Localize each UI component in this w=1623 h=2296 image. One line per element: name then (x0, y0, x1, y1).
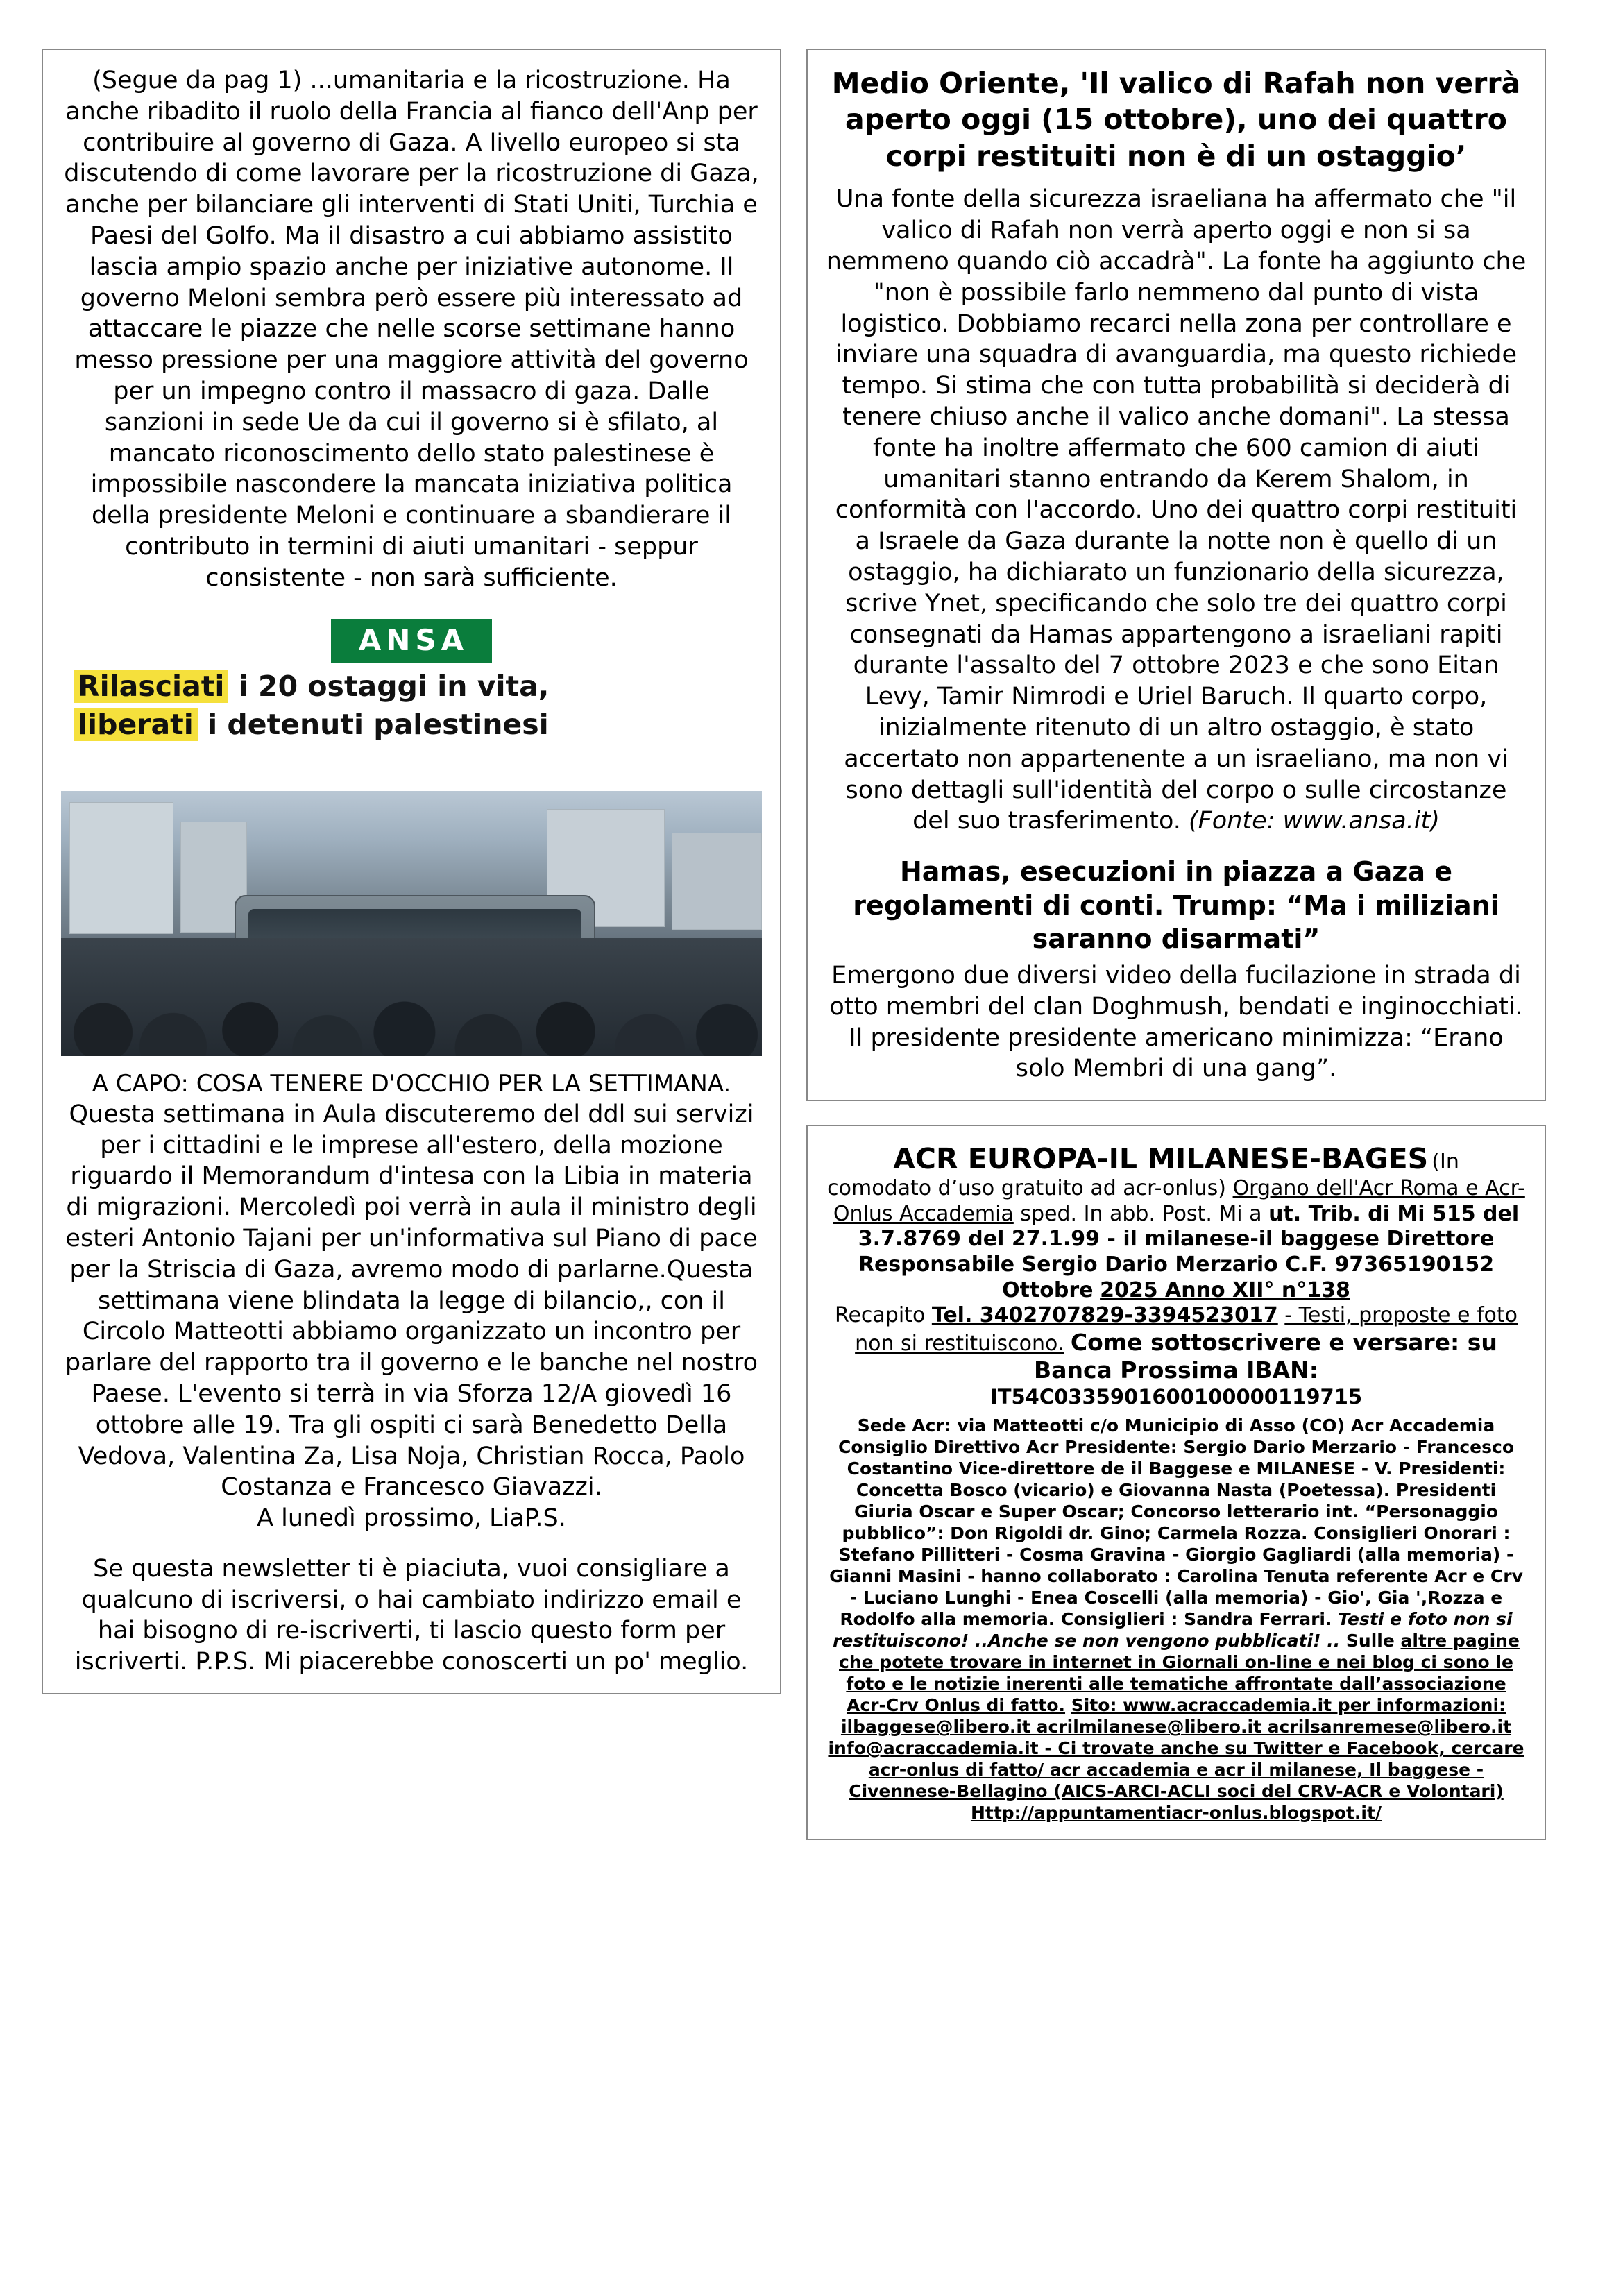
masthead-subscribe: Come sottoscrivere e versare: su Banca Prossima IBAN: (1034, 1328, 1497, 1384)
masthead-title: ACR EUROPA-IL MILANESE-BAGES (893, 1142, 1429, 1176)
right-column (806, 49, 1546, 1840)
masthead-iban: IT54C0335901600100000119715 (989, 1384, 1363, 1409)
masthead-l2c: - Testi, proposte e foto non si restituiscono. (855, 1303, 1518, 1356)
masthead-l1a: comodato d’uso gratuito ad acr-onlus) (827, 1176, 1227, 1201)
masthead-s2a: Sulle (1345, 1631, 1395, 1651)
news-headline-2: Hamas, esecuzioni in piazza a Gaza e regolamenti di conti. Trump: “Ma i miliziani saranno disarmati” (853, 856, 1499, 955)
ansa-highlight-2: liberati (74, 708, 198, 741)
figure-caption: A CAPO: COSA TENERE D'OCCHIO PER LA SETTIMANA. (92, 1069, 731, 1098)
news-body-1 (826, 184, 1527, 837)
masthead-line-2 (826, 1303, 1527, 1385)
masthead-l2a: Recapito (834, 1303, 926, 1328)
article-body-2: Questa settimana in Aula discuteremo del ddl sui servizi per i cittadini e le imprese all'estero, della mozione riguardo il Memorandum d'intesa con la Libia in materia di migrazioni. Mercoledì poi verrà in aula il ministro degli esteri Antonio Tajani per un'informativa sul Piano di pace per la Striscia di Gaza, avremo modo di parlarne.Questa settimana viene blindata la legge di bilancio,, con il Circolo Matteotti abbiamo organizzato un incontro per parlare del rapporto tra il governo e le banche nel nostro Paese. L'evento si terrà in via Sforza 12/A giovedì 16 ottobre alle 19. Tra gli ospiti ci sarà Benedetto Della Vedova, Valentina Za, Lisa Noja, Christian Rocca, Paolo Costanza e Francesco Giavazzi. (65, 1100, 758, 1502)
spacer (61, 1534, 762, 1554)
masthead-phone: Tel. 3402707829-3394523017 (931, 1303, 1278, 1328)
masthead-panel (806, 1125, 1546, 1840)
masthead-line-1 (826, 1176, 1527, 1303)
ansa-headline-rest-2: i detenuti palestinesi (207, 707, 549, 741)
news-body-2: Emergono due diversi video della fucilazione in strada di otto membri del clan Doghmush, bendati e inginocchiati. Il presidente presidente americano minimizza: “Erano solo Membri di una gang”. (829, 962, 1523, 1083)
masthead-title-suffix: (In (1431, 1150, 1459, 1175)
ansa-headline-line-2 (74, 706, 749, 744)
article-body-3: Se questa newsletter ti è piaciuta, vuoi consigliare a qualcuno di iscriversi, o hai cambiato indirizzo email e hai bisogno di re-iscriverti, ti lascio questo form per iscriverti. P.P.S. Mi piacerebbe conoscerti un po' meglio. (74, 1554, 749, 1676)
ansa-photo (61, 791, 762, 1056)
masthead-note-italic: Testi e foto non si restituiscono! ..Anche se non vengono pubblicati! .. (833, 1609, 1513, 1651)
ansa-headline-line-1 (74, 667, 749, 706)
left-column (42, 49, 781, 1694)
ansa-image (61, 612, 762, 1056)
right-news-panel (806, 49, 1546, 1101)
masthead-s2b: altre pagine che potete trovare in internet in Giornali on-line e nei blog ci sono le foto e le notizie inerenti alle tematiche affrontate dall’associazione Acr-Crv Onlus di fatto. (839, 1631, 1520, 1716)
masthead-l1e: 2025 Anno XII° n°138 (1100, 1277, 1350, 1302)
left-article-panel (42, 49, 781, 1694)
masthead-title-row (826, 1141, 1527, 1176)
article-body-text: (Segue da pag 1) ...umanitaria e la ricostruzione. Ha anche ribadito il ruolo della Francia al fianco dell'Anp per contribuire al governo di Gaza. A livello europeo si sta discutendo di come lavorare per la ricostruzione di Gaza, anche per bilanciare gli interventi di Stati Uniti, Turchia e Paesi del Golfo. Ma il disastro a cui abbiamo assistito lascia ampio spazio anche per iniziative autonome. Il governo Meloni sembra però essere più interessato ad attaccare le piazze che nelle scorse settimane hanno messo pressione per una maggiore attività del governo per un impegno contro il massacro di gaza. Dalle sanzioni in sede Ue da cui il governo si è sfilato, al mancato riconoscimento dello stato palestinese è impossibile nascondere la mancata iniziativa politica della presidente Meloni e continuare a sbandierare il contributo in termini di aiuti umanitari - seppur consistente - non sarà sufficiente. (64, 67, 759, 592)
ansa-logo-wrap (61, 619, 762, 663)
ansa-headline-rest-1: i 20 ostaggi in vita, (238, 669, 550, 703)
news-body-1-text: Una fonte della sicurezza israeliana ha affermato che "il valico di Rafah non verrà aperto oggi e non si sa nemmeno quando ciò accadrà". La fonte ha aggiunto che "non è possibile farlo nemmeno dal punto di vista logistico. Dobbiamo recarci nella zona per controllare e inviare una squadra di avanguardia, ma questo richiede tempo. Si stima che con tutta probabilità si deciderà di tenere chiuso anche il valico anche domani". La stessa fonte ha inoltre affermato che 600 camion di aiuti umanitari stanno entrando da Kerem Shalom, in conformità con l'accordo. Uno dei quattro corpi restituiti a Israele da Gaza durante la notte non è quello di un ostaggio, ha dichiarato un funzionario della sicurezza, scrive Ynet, specificando che solo tre dei quattro corpi consegnati da Hamas appartengono a israeliani rapiti durante l'assalto del 7 ottobre 2023 e che sono Eitan Levy, Tamir Nimrodi e Uriel Baruch. Il quarto corpo, inizialmente ritenuto di un altro ostaggio, è stato accertato non appartenente a un israeliano, ma non vi sono dettagli sull'identità del corpo o sulle circostanze del suo trasferimento. (826, 185, 1527, 835)
ansa-highlight-1: Rilasciati (74, 670, 228, 703)
crowd-shape (61, 938, 762, 1056)
article-signoff: A lunedì prossimo, LiaP.S. (257, 1504, 566, 1533)
building-shape (672, 833, 762, 930)
masthead-l1d: ut. Trib. di Mi 515 del 3.7.8769 del 27.1.99 - il milanese-il baggese Direttore Responsabile Sergio Dario Merzario C.F. 97365190152 Ottobre (858, 1201, 1520, 1302)
news-headline-1: Medio Oriente, 'Il valico di Rafah non verrà aperto oggi (15 ottobre), uno dei quattro corpi restituiti non è di un ostaggio’ (831, 67, 1521, 173)
masthead-l1c: sped. In abb. Post. Mi a (1020, 1201, 1262, 1226)
ansa-figure (61, 612, 762, 1056)
article-body (61, 65, 762, 594)
ansa-headline (74, 667, 749, 745)
masthead-contacts: Sito: www.acraccademia.it per informazioni: ilbaggese@libero.it acrilmilanese@libero.it acrilsanremese@libero.it info@acraccademia.it - Ci trovate anche su Twitter e Facebook, cercare acr-onlus di fatto/ acr accademia e acr il milanese, Il baggese - Civennese-Bellagino (AICS-ARCI-ACLI soci del CRV-ACR e Volontari) Http://appuntamentiacr-onlus.blogspot.it/ (828, 1695, 1524, 1823)
masthead-l1b: Organo dell'Acr Roma e Acr-Onlus Accademia (833, 1176, 1525, 1226)
building-shape (69, 802, 173, 934)
ansa-logo: ANSA (331, 619, 492, 663)
masthead-board: Sede Acr: via Matteotti c/o Municipio di Asso (CO) Acr Accademia Consiglio Direttivo Acr Presidente: Sergio Dario Merzario - Francesco Costantino Vice-direttore de il Baggese e MILANESE - V. Presidenti: Concetta Bosco (vicario) e Giovanna Nasta (Poetessa). Presidenti Giuria Oscar e Super Oscar; Concorso letterario int. “Personaggio pubblico”: Don Rigoldi dr. Gino; Carmela Rozza. Consiglieri Onorari : Stefano Pillitteri - Cosma Gravina - Giorgio Gagliardi (alla memoria) - Gianni Masini - hanno collaborato : Carolina Tenuta referente Acr e Crv - Luciano Lunghi - Enea Coscelli (alla memoria) - Gio', Gia ',Rozza e Rodolfo alla memoria. Consiglieri : Sandra Ferrari. (829, 1415, 1523, 1630)
news-source-1: (Fonte: www.ansa.it) (1189, 807, 1440, 835)
masthead-small-text (826, 1415, 1527, 1823)
